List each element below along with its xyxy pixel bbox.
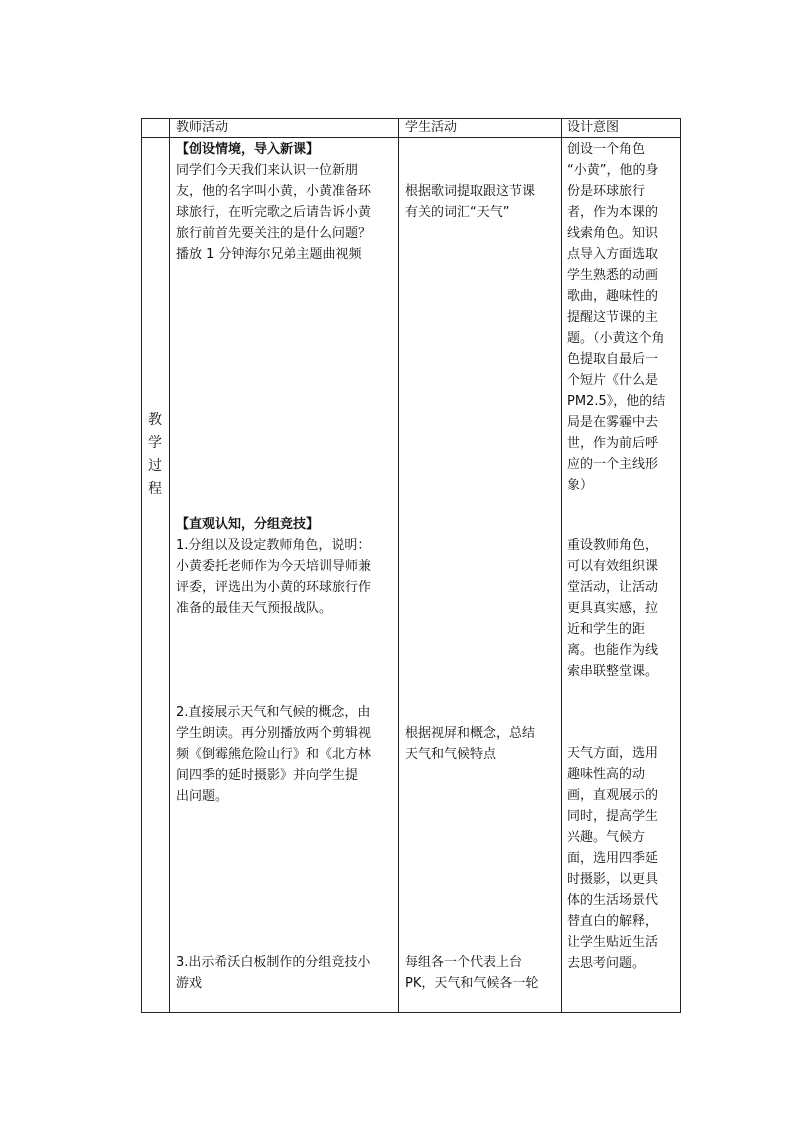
teacher-text-concepts: 2.直接展示天气和气候的概念，由 学生朗读。再分别播放两个剪辑视 频《倒霉熊危险山行》和《北方林 间四季的延时摄影》并向学生提 出问题。 [176, 705, 372, 804]
teacher-text-intro: 同学们今天我们来认识一位新朋 友，他的名字叫小黄，小黄准备环 球旅行，在听完歌之后请告诉小黄 旅行前首先要关注的是什么问题？ 播放 1 分钟海尔兄弟主题曲视频 [176, 163, 372, 262]
teacher-text-grouping: 1.分组以及设定教师角色，说明： 小黄委托老师作为今天培训导师兼 评委，评选出为小黄的环球旅行作 准备的最佳天气预报战队。 [176, 538, 372, 616]
table-border-right [680, 118, 681, 1013]
table-border-bottom [141, 1012, 681, 1013]
student-text-lyrics: 根据歌词提取跟这节课 有关的词汇“天气” [405, 184, 536, 220]
header-design-intent: 设计意图 [567, 120, 620, 135]
design-text-character: 创设一个角色 “小黄”，他的身 份是环球旅行 者，作为本课的 线索角色。知识 点导入方面选取 学生熟悉的动画 歌曲，趣味性的 提醒这节课的主 题。（小黄这个角 色提取自最后一 个短片《什么是 PM2.5》，他的结 局是在雾霾中去 世，作为前后呼 应的一个主线形 象） [567, 142, 666, 493]
header-teacher-activity: 教师活动 [176, 120, 229, 135]
header-student-activity: 学生活动 [405, 120, 458, 135]
student-text-summary: 根据视屏和概念，总结 天气和气候特点 [405, 726, 536, 762]
design-text-weather-climate: 天气方面，选用 趣味性高的动 画，直观展示的 同时，提高学生 兴趣。气候方 面，选用四季延 时摄影，以更具 体的生活场景代 替直白的解释， 让学生贴近生活 去思考问题。 [567, 746, 659, 971]
design-text-teacher-role: 重设教师角色， 可以有效组织课 堂活动，让活动 更具真实感，拉 近和学生的距 离。也能作为线 索串联整堂课。 [567, 538, 659, 679]
table-header-divider [141, 137, 681, 138]
table-col-divider-3 [561, 118, 562, 1013]
table-col-divider-1 [169, 118, 170, 1013]
table-col-divider-2 [398, 118, 399, 1013]
row-label-teaching-process: 教 学 过 程 [148, 412, 162, 497]
table-border-left [141, 118, 142, 1013]
section-title-intuitive-cognition: 【直观认知，分组竞技】 [176, 517, 320, 532]
teacher-text-game: 3.出示希沃白板制作的分组竞技小 游戏 [176, 955, 371, 991]
student-text-pk: 每组各一个代表上台 PK，天气和气候各一轮 [405, 955, 539, 991]
section-title-create-context: 【创设情境，导入新课】 [176, 142, 320, 157]
